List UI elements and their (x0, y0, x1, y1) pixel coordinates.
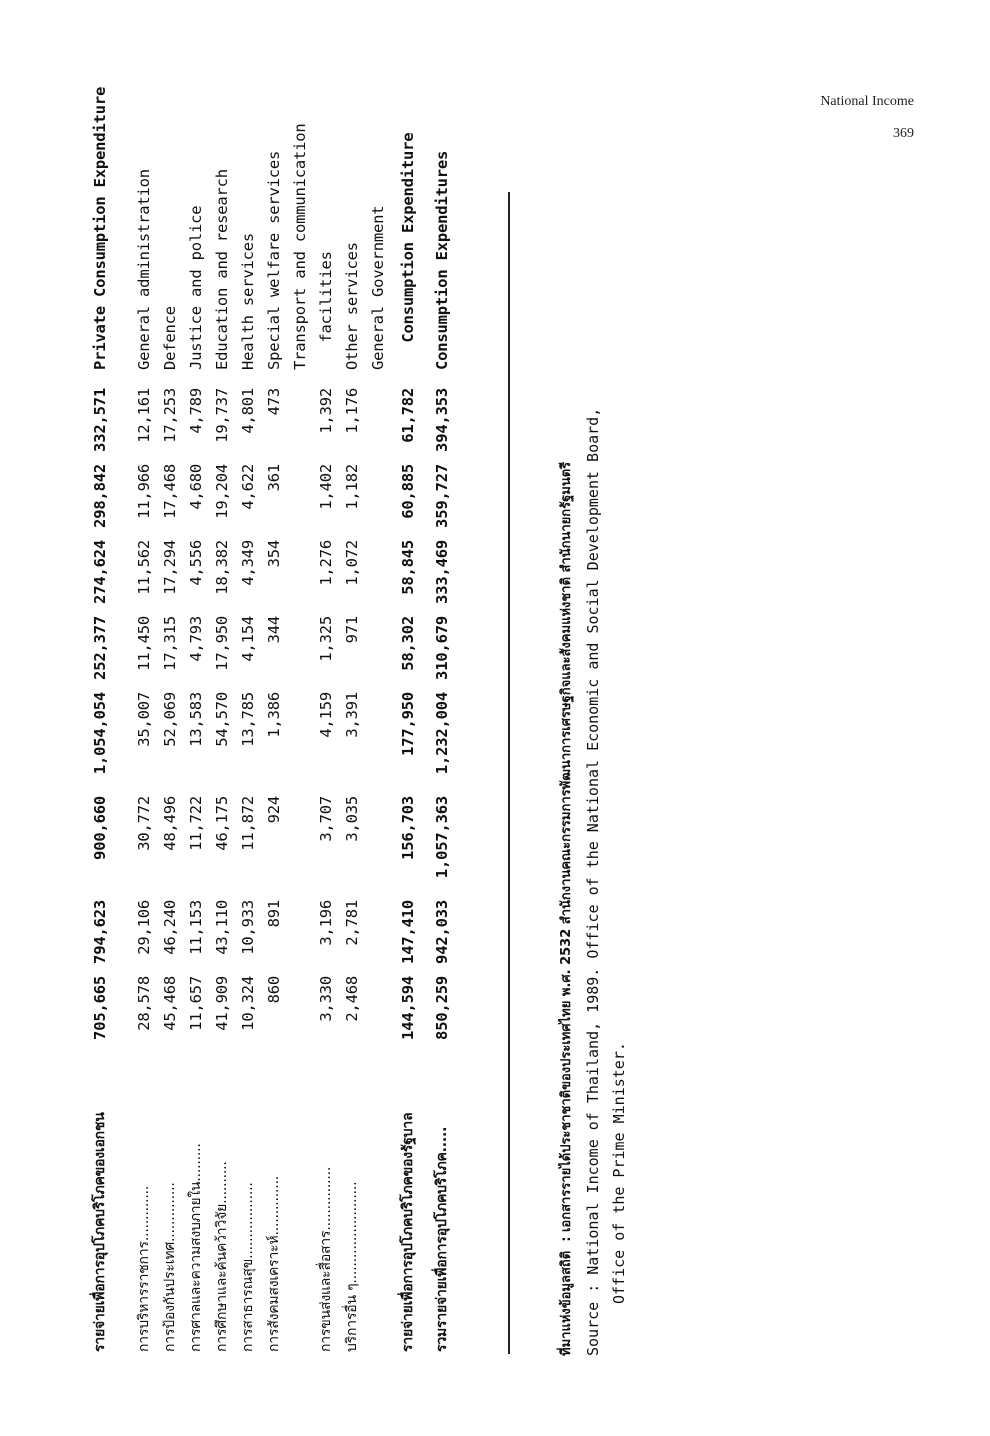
value-cell (287, 384, 313, 460)
value-cell: 48,496 (161, 796, 179, 851)
source-en-line-1 (580, 236, 606, 1356)
table-row (365, 66, 391, 1356)
row-label-english: Health services (239, 233, 257, 370)
value-cell: 4,793 (187, 616, 205, 662)
value-cell: 4,789 (187, 388, 205, 434)
table-row (313, 66, 339, 1356)
value-cell: 794,623 (91, 900, 109, 964)
spacer-row (117, 66, 131, 1356)
row-label-english: Other services (343, 242, 361, 370)
value-cell: 3,330 (317, 976, 335, 1022)
value-cell: 144,594 (399, 976, 417, 1040)
value-cell: 10,324 (239, 976, 257, 1031)
row-label-english: General administration (135, 169, 153, 370)
table-row (287, 66, 313, 1356)
row-label-english: Justice and police (187, 205, 205, 370)
row-label-thai: รายจ่ายเพื่อการอุปโภคบริโภคของเอกชน (92, 1112, 108, 1352)
table-row (261, 66, 287, 1356)
value-cell: 11,966 (135, 464, 153, 519)
row-label-english: General Government (369, 205, 387, 370)
value-cell: 13,583 (187, 692, 205, 747)
value-cell: 11,872 (239, 796, 257, 851)
row-label-thai: บริการอื่น ๆ........................ (344, 1181, 360, 1352)
value-cell: 11,562 (135, 540, 153, 595)
table-row (235, 66, 261, 1356)
row-label-thai: การศึกษาและค้นคว้าวิจัย.......... (214, 1161, 230, 1352)
value-cell: 10,933 (239, 900, 257, 955)
table-row (425, 66, 459, 1356)
value-cell (365, 460, 391, 536)
value-cell: 900,660 (91, 796, 109, 860)
value-cell: 11,722 (187, 796, 205, 851)
value-cell: 394,353 (433, 388, 451, 452)
value-cell: 147,410 (399, 900, 417, 964)
value-cell: 1,072 (343, 540, 361, 586)
row-label-english: Consumption Expenditures (433, 150, 451, 370)
source-en-text-1: : National Income of Thailand, 1989. Office of the National Economic and Social Development Board, (584, 407, 602, 1293)
row-label-english: Transport and communication (291, 123, 309, 370)
value-cell: 942,033 (433, 900, 451, 964)
value-cell: 46,240 (161, 900, 179, 955)
value-cell: 35,007 (135, 692, 153, 747)
value-cell (287, 688, 313, 792)
row-label-english: Education and research (213, 169, 231, 370)
value-cell: 705,665 (91, 976, 109, 1040)
value-cell: 54,570 (213, 692, 231, 747)
value-cell: 2,468 (343, 976, 361, 1022)
spacer-cell (117, 66, 131, 1356)
value-cell: 13,785 (239, 692, 257, 747)
value-cell: 473 (265, 388, 283, 416)
value-cell: 1,386 (265, 692, 283, 738)
value-cell: 1,182 (343, 464, 361, 510)
value-cell: 354 (265, 540, 283, 568)
value-cell: 298,842 (91, 464, 109, 528)
row-label-english: Consumption Expenditure (399, 132, 417, 370)
value-cell (287, 972, 313, 1048)
value-cell: 3,196 (317, 900, 335, 946)
value-cell: 11,450 (135, 616, 153, 671)
value-cell: 11,657 (187, 976, 205, 1031)
value-cell: 4,159 (317, 692, 335, 738)
row-label-english: Private Consumption Expenditure (91, 86, 109, 370)
value-cell: 18,382 (213, 540, 231, 595)
value-cell: 3,035 (343, 796, 361, 842)
value-cell: 344 (265, 616, 283, 644)
row-label-thai: รายจ่ายเพื่อการอุปโภคบริโภคของรัฐบาล (400, 1112, 416, 1352)
value-cell: 332,571 (91, 388, 109, 452)
running-title: National Income (820, 94, 914, 109)
value-cell (287, 536, 313, 612)
value-cell (365, 536, 391, 612)
source-thai-label: ที่มาแห่งข้อมูลสถิติ (559, 1250, 574, 1356)
value-cell: 4,349 (239, 540, 257, 586)
value-cell: 252,377 (91, 616, 109, 680)
row-label-english: Special welfare services (265, 150, 283, 370)
table-row (183, 66, 209, 1356)
value-cell: 61,782 (399, 388, 417, 443)
value-cell: 17,468 (161, 464, 179, 519)
value-cell: 850,259 (433, 976, 451, 1040)
value-cell (365, 792, 391, 896)
value-cell (365, 384, 391, 460)
value-cell: 177,950 (399, 692, 417, 756)
value-cell: 45,468 (161, 976, 179, 1031)
table-row (339, 66, 365, 1356)
value-cell: 971 (343, 616, 361, 644)
page-number: 369 (893, 126, 914, 141)
value-cell: 359,727 (433, 464, 451, 528)
value-cell: 17,315 (161, 616, 179, 671)
value-cell: 3,391 (343, 692, 361, 738)
value-cell (365, 612, 391, 688)
row-label-thai: การสังคมสงเคราะห์.............. (266, 1176, 282, 1352)
value-cell: 1,176 (343, 388, 361, 434)
rotated-table-block (83, 66, 513, 1356)
value-cell: 52,069 (161, 692, 179, 747)
value-cell: 43,110 (213, 900, 231, 955)
value-cell: 29,106 (135, 900, 153, 955)
value-cell (365, 688, 391, 792)
row-label-english: facilities (317, 251, 335, 370)
value-cell: 1,402 (317, 464, 335, 510)
page-header (820, 86, 914, 150)
value-cell: 156,703 (399, 796, 417, 860)
value-cell: 17,950 (213, 616, 231, 671)
value-cell: 4,801 (239, 388, 257, 434)
source-en-line-2: Office of the Prime Minister. (610, 1042, 628, 1304)
table-row (131, 66, 157, 1356)
row-label-thai: การป้องกันประเทศ.............. (162, 1182, 178, 1352)
value-cell (365, 972, 391, 1048)
value-cell: 30,772 (135, 796, 153, 851)
value-cell: 1,057,363 (433, 796, 451, 879)
row-label-thai: การศาลและความสงบภายใน......... (188, 1143, 204, 1352)
row-label-thai: การสาธารณสุข.................. (240, 1182, 256, 1352)
value-cell: 4,622 (239, 464, 257, 510)
row-label-thai (365, 1048, 391, 1356)
value-cell: 1,325 (317, 616, 335, 662)
value-cell: 28,578 (135, 976, 153, 1031)
value-cell: 891 (265, 900, 283, 928)
value-cell: 4,680 (187, 464, 205, 510)
value-cell: 274,624 (91, 540, 109, 604)
value-cell: 1,054,054 (91, 692, 109, 775)
value-cell: 12,161 (135, 388, 153, 443)
row-label-thai (287, 1048, 313, 1356)
value-cell: 17,294 (161, 540, 179, 595)
value-cell: 924 (265, 796, 283, 824)
row-label-thai: รวมรายจ่ายเพื่อการอุปโภคบริโภค..... (434, 1126, 450, 1352)
value-cell: 333,469 (433, 540, 451, 604)
divider-rule (508, 192, 510, 1354)
value-cell: 41,909 (213, 976, 231, 1031)
consumption-table (83, 66, 459, 1356)
value-cell: 60,885 (399, 464, 417, 519)
table-row (83, 66, 117, 1356)
value-cell: 1,392 (317, 388, 335, 434)
value-cell: 2,781 (343, 900, 361, 946)
table-row (157, 66, 183, 1356)
value-cell: 11,153 (187, 900, 205, 955)
value-cell (287, 792, 313, 896)
value-cell: 19,204 (213, 464, 231, 519)
source-note (552, 236, 632, 1356)
table-row (209, 66, 235, 1356)
value-cell: 46,175 (213, 796, 231, 851)
value-cell: 1,276 (317, 540, 335, 586)
value-cell (287, 896, 313, 972)
value-cell: 361 (265, 464, 283, 492)
value-cell: 310,679 (433, 616, 451, 680)
value-cell: 4,556 (187, 540, 205, 586)
value-cell: 860 (265, 976, 283, 1004)
value-cell (365, 896, 391, 972)
row-label-english: Defence (161, 306, 179, 370)
source-en-label: Source (584, 1301, 602, 1356)
value-cell (287, 460, 313, 536)
value-cell: 17,253 (161, 388, 179, 443)
value-cell: 58,302 (399, 616, 417, 671)
value-cell: 3,707 (317, 796, 335, 842)
source-thai-line (552, 236, 580, 1356)
source-thai-text: : เอกสารรายได้ประชาชาติของประเทศไทย พ.ศ. 2532 สำนักงานคณะกรรมการพัฒนาการเศรษฐกิจและสังคมแห่งชาติ สำนักนายกรัฐมนตรี (559, 461, 574, 1242)
value-cell: 1,232,004 (433, 692, 451, 775)
row-label-thai: การขนส่งและสื่อสาร............... (318, 1166, 334, 1352)
value-cell (287, 612, 313, 688)
row-label-thai: การบริหารราชการ............. (136, 1185, 152, 1352)
value-cell: 19,737 (213, 388, 231, 443)
value-cell: 58,845 (399, 540, 417, 595)
value-cell: 4,154 (239, 616, 257, 662)
table-row (391, 66, 425, 1356)
